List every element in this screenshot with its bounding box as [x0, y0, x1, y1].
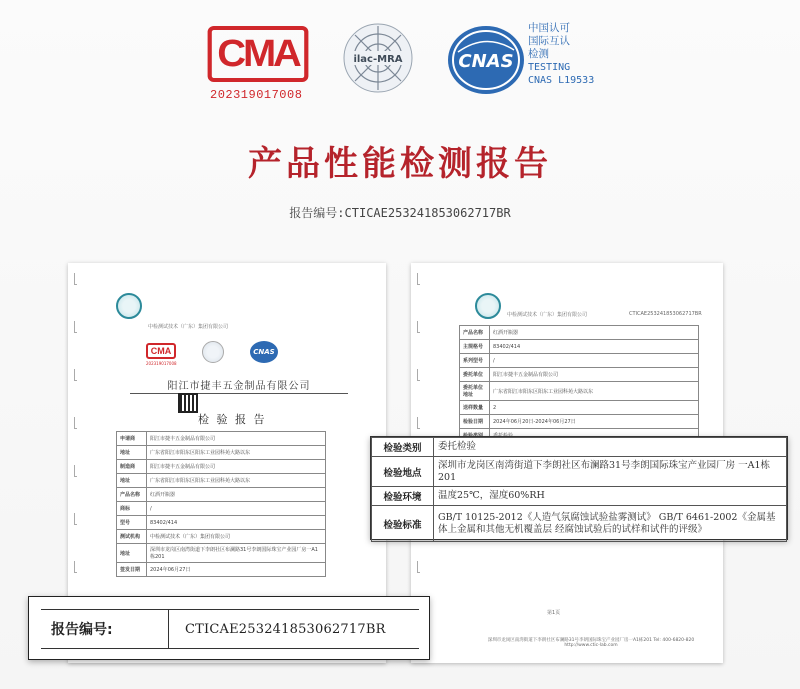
- table-row: [460, 326, 699, 340]
- row-value: /: [147, 502, 326, 516]
- accreditation-logos: [0, 18, 800, 114]
- row-value: 阳江市捷丰五金制品有限公司: [490, 368, 699, 382]
- page-number: 第1页: [547, 610, 561, 616]
- row-key: 检验类别: [372, 438, 434, 457]
- row-value: 广东省阳江市阳东区阳东工业园科苑大路以东: [147, 446, 326, 460]
- row-value: 深圳市龙岗区南湾街道下李朗社区布澜路31号李朗国际珠宝产业园厂房一A1栋201: [147, 544, 326, 563]
- row-value: 委托检验: [434, 438, 787, 457]
- org-line: 中检测试技术（广东）集团有限公司: [148, 324, 229, 330]
- table-row: [117, 563, 326, 577]
- table-row: [372, 438, 787, 457]
- table-row: [372, 457, 787, 487]
- row-key: 送样数量: [460, 401, 490, 415]
- row-value: 83402/414: [147, 516, 326, 530]
- document-title: 检 验 报 告: [198, 413, 267, 426]
- report-info-table: [459, 325, 699, 443]
- cma-logo-mark: CMA: [208, 26, 309, 82]
- cnas-cn-line: 中国认可: [528, 22, 570, 34]
- row-key: 检验日期: [460, 415, 490, 429]
- row-key: 委托单位地址: [460, 382, 490, 401]
- row-value: 阳江市捷丰五金制品有限公司: [147, 460, 326, 474]
- cma-logo: [210, 26, 310, 102]
- report-number-value: CTICAE2532418530627​17BR: [185, 621, 386, 637]
- row-value: 红酒开瓶器: [490, 326, 699, 340]
- row-key: 测试机构: [117, 530, 147, 544]
- row-key: 型号: [117, 516, 147, 530]
- table-row: [117, 460, 326, 474]
- org-line: 中检测试技术（广东）集团有限公司: [507, 312, 588, 318]
- table-row: [117, 502, 326, 516]
- table-row: [460, 354, 699, 368]
- row-value: 2024年06月20日-2024年06月27日: [490, 415, 699, 429]
- cnas-logo: [446, 22, 526, 98]
- row-value: 红酒开瓶器: [147, 488, 326, 502]
- table-row: [372, 487, 787, 506]
- mini-cma-number: 202319017008: [146, 361, 177, 366]
- row-key: 检验标准: [372, 506, 434, 542]
- cnas-en-line: CNAS L19533: [528, 75, 595, 86]
- report-number-label: 报告编号:: [41, 610, 169, 648]
- row-key: 申请商: [117, 432, 147, 446]
- page-title: 产品性能检测报告: [248, 144, 552, 184]
- row-key: 检验地点: [372, 457, 434, 487]
- ctic-seal-icon: [116, 293, 142, 319]
- cover-info-table: [116, 431, 326, 577]
- table-row: [117, 474, 326, 488]
- row-value: GB/T 10125-2012《人造气氛腐蚀试验盐雾测试》 GB/T 6461-2002《金属基体上金属和其他无机覆盖层 经腐蚀试验后的试样和试件的评级》: [434, 506, 787, 542]
- table-row: [460, 340, 699, 354]
- mini-ilac-icon: [202, 341, 224, 363]
- report-number-callout: [28, 596, 430, 660]
- cnas-cn-line: 国际互认: [528, 35, 570, 47]
- table-row: [460, 401, 699, 415]
- row-value: 2024年06月27日: [147, 563, 326, 577]
- row-key: 产品名称: [117, 488, 147, 502]
- test-conditions-callout: [370, 436, 788, 540]
- cnas-logo-text: CNAS: [458, 51, 514, 72]
- company-name: 阳江市捷丰五金制品有限公司: [130, 377, 348, 394]
- table-row: [117, 530, 326, 544]
- table-row: [460, 368, 699, 382]
- row-key: 产品名称: [460, 326, 490, 340]
- table-row: [117, 544, 326, 563]
- report-number-line: 报告编号:CTICAE253241853062717BR: [289, 206, 511, 220]
- cnas-cn-line: 检测: [528, 48, 549, 60]
- table-row: [372, 506, 787, 542]
- report-ref: CTICAE253241853062717BR: [629, 311, 702, 317]
- row-value: 阳江市捷丰五金制品有限公司: [147, 432, 326, 446]
- row-value: 广东省阳江市阳东区阳东工业园科苑大路以东: [147, 474, 326, 488]
- row-key: 商标: [117, 502, 147, 516]
- ilac-mra-logo: [340, 20, 416, 96]
- row-value: /: [490, 354, 699, 368]
- doc-footer: 深圳市龙岗区南湾街道下李朗社区布澜路31号李朗国际珠宝产业园厂房一A1栋201 Tel: 400-6820-820 http://www.ctic-lab.com: [487, 638, 695, 648]
- row-key: 地址: [117, 446, 147, 460]
- test-conditions-table: [371, 437, 787, 542]
- row-key: 检验环境: [372, 487, 434, 506]
- row-value: 83402/414: [490, 340, 699, 354]
- table-row: [460, 415, 699, 429]
- row-key: 委托单位: [460, 368, 490, 382]
- mini-logos: [146, 341, 306, 369]
- qr-code-icon: [178, 393, 198, 413]
- table-row: [117, 488, 326, 502]
- row-key: 签发日期: [117, 563, 147, 577]
- cma-number: 202319017008: [210, 88, 303, 102]
- cnas-en-line: TESTING: [528, 62, 571, 73]
- ctic-seal-icon: [475, 293, 501, 319]
- row-key: 制造商: [117, 460, 147, 474]
- cnas-caption: [528, 22, 594, 87]
- mini-cnas-icon: CNAS: [250, 341, 278, 363]
- row-value: 温度25℃，湿度60%RH: [434, 487, 787, 506]
- row-key: 主规格号: [460, 340, 490, 354]
- table-row: [117, 446, 326, 460]
- row-value: 中检测试技术（广东）集团有限公司: [147, 530, 326, 544]
- table-row: [117, 516, 326, 530]
- row-value: 2: [490, 401, 699, 415]
- row-key: 地址: [117, 544, 147, 563]
- report-number-row: [41, 609, 419, 649]
- table-row: [117, 432, 326, 446]
- ilac-logo-text: ilac-MRA: [353, 54, 403, 65]
- row-value: 深圳市龙岗区南湾街道下李朗社区布澜路31号李朗国际珠宝产业园厂房 一A1栋201: [434, 457, 787, 487]
- mini-cma-icon: CMA: [146, 343, 176, 359]
- row-value: 广东省阳江市阳东区阳东工业园科苑大路以东: [490, 382, 699, 401]
- table-row: [460, 382, 699, 401]
- row-key: 系列型号: [460, 354, 490, 368]
- row-key: 地址: [117, 474, 147, 488]
